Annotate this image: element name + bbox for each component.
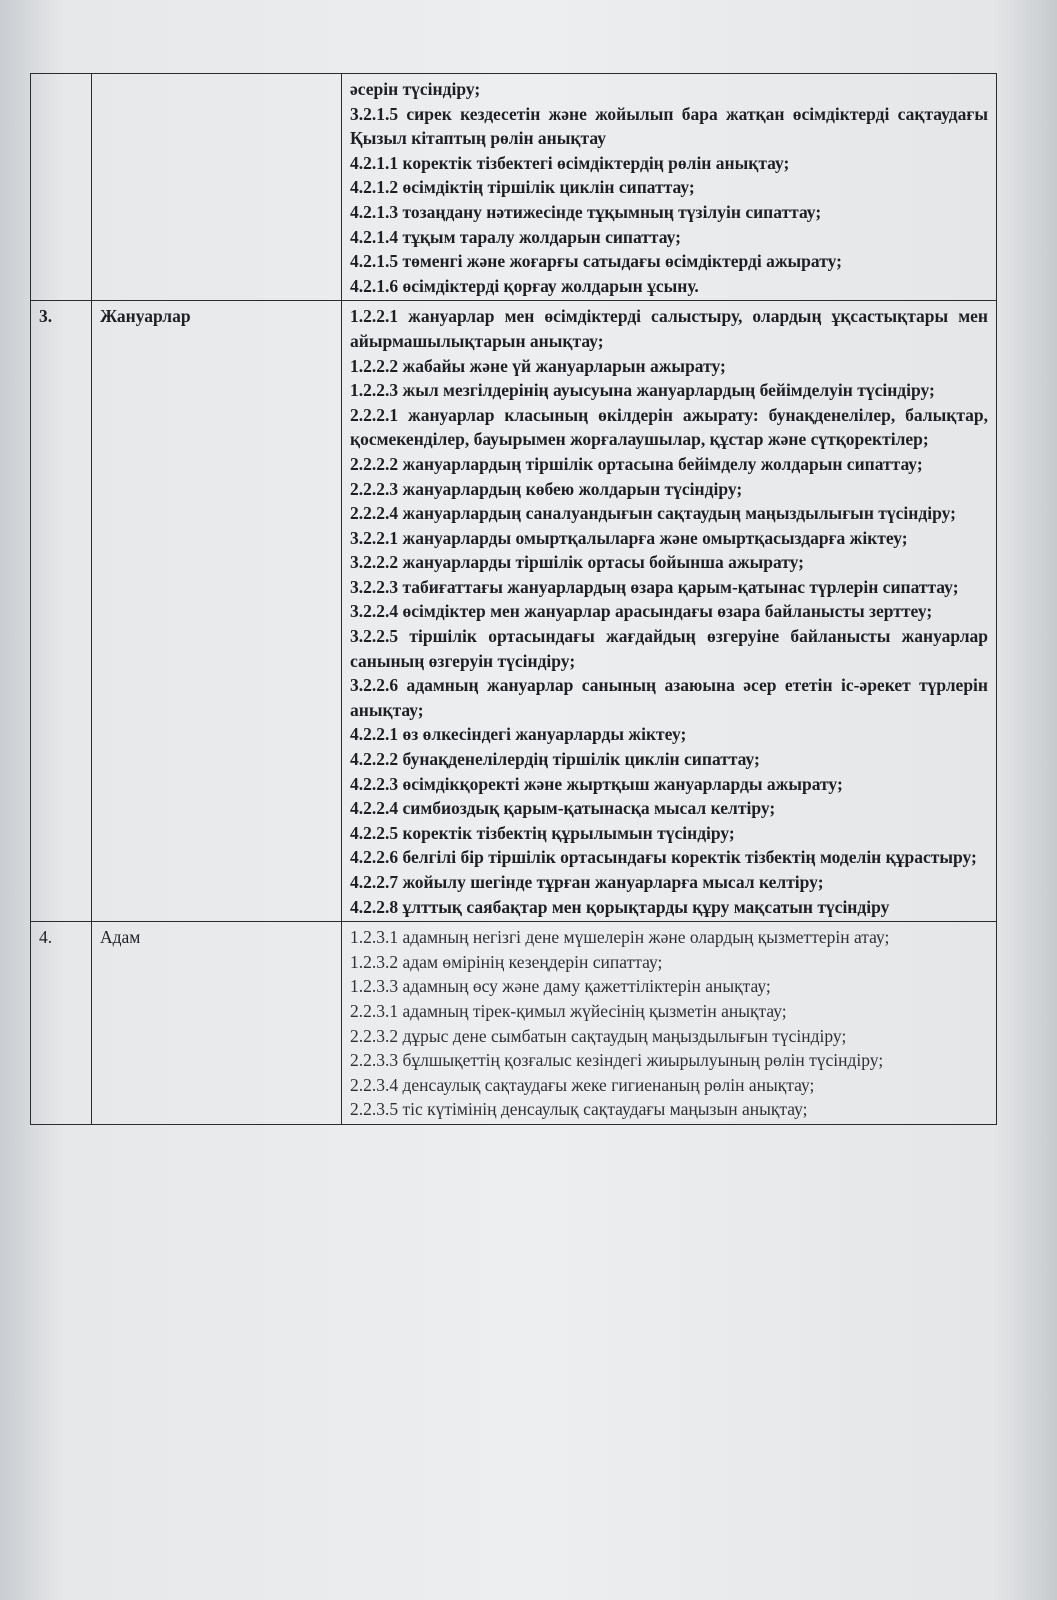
learning-objectives-cell [342, 74, 997, 301]
learning-objective: 2.2.2.2 жануарлардың тіршілік ортасына бейімделу жолдарын сипаттау; [350, 453, 923, 474]
curriculum-table [30, 73, 997, 1125]
learning-objective: 4.2.1.1 коректік тізбектегі өсімдіктердің рөлін анықтау; [350, 152, 790, 173]
topic-cell [92, 301, 342, 922]
learning-objective: 4.2.2.7 жойылу шегінде тұрған жануарларға мысал келтіру; [350, 872, 824, 892]
learning-objective: 1.2.3.3 адамның өсу және даму қажеттіліктерін анықтау; [350, 976, 771, 997]
learning-objective: 4.2.2.3 өсімдікқоректі және жыртқыш жануарларды ажырату; [350, 773, 843, 794]
row-number-cell [31, 922, 92, 1125]
row-number-cell [31, 301, 92, 922]
learning-objective: 3.2.2.3 табиғаттағы жануарлардың өзара қарым-қатынас түрлерін сипаттау; [350, 576, 959, 597]
learning-objective: 4.2.2.2 бунақденелілердің тіршілік циклін сипаттау; [350, 749, 760, 770]
row-number-cell [31, 74, 92, 301]
learning-objective: 4.2.2.6 белгілі бір тіршілік ортасындағы коректік тізбектің моделін құрастыру; [350, 847, 977, 868]
learning-objective: 4.2.1.6 өсімдіктерді қорғау жолдарын ұсыну. [350, 275, 699, 296]
learning-objective: әсерін түсіндіру; [350, 79, 481, 99]
learning-objective: 4.2.2.5 коректік тізбектің құрылымын түсіндіру; [350, 822, 735, 843]
learning-objective: 4.2.2.8 ұлттық саябақтар мен қорықтарды құру мақсатын түсіндіру [350, 896, 890, 917]
learning-objective: 3.2.2.5 тіршілік ортасындағы жағдайдың өзгеруіне байланысты жануарлар санының өзгеруін түсіндіру; [350, 626, 988, 671]
learning-objective: 1.2.2.1 жануарлар мен өсімдіктерді салыстыру, олардың ұқсастықтары мен айырмашылықтарын анықтау; [350, 306, 988, 351]
learning-objective: 2.2.3.3 бұлшықеттің қозғалыс кезіндегі жиырылуының рөлін түсіндіру; [350, 1050, 884, 1071]
topic-title: Адам [100, 927, 141, 948]
learning-objective: 4.2.1.2 өсімдіктің тіршілік циклін сипаттау; [350, 177, 695, 198]
learning-objective: 2.2.3.5 тіс күтімінің денсаулық сақтаудағы маңызын анықтау; [350, 1099, 808, 1120]
table-row [31, 74, 997, 301]
learning-objective: 3.2.1.5 сирек кездесетін және жойылып бара жатқан өсімдіктерді сақтаудағы Қызыл кітаптың рөлін анықтау [350, 103, 988, 149]
learning-objective: 1.2.3.2 адам өмірінің кезеңдерін сипаттау; [350, 951, 663, 972]
row-number: 3. [39, 306, 53, 327]
learning-objective: 4.2.2.1 өз өлкесіндегі жануарларды жіктеу; [350, 724, 687, 745]
learning-objective: 2.2.3.2 дұрыс дене сымбатын сақтаудың маңыздылығын түсіндіру; [350, 1025, 847, 1046]
table-row [31, 301, 997, 922]
topic-title: Жануарлар [100, 306, 191, 327]
table-row [31, 922, 997, 1125]
learning-objective: 1.2.2.2 жабайы және үй жануарларын ажырату; [350, 355, 726, 376]
learning-objective: 4.2.1.5 төменгі және жоғарғы сатыдағы өсімдіктерді ажырату; [350, 251, 842, 272]
topic-cell [92, 74, 342, 301]
learning-objectives-cell [342, 922, 997, 1125]
learning-objective: 2.2.2.1 жануарлар класының өкілдерін ажырату: бунақденелілер, балықтар, қосмекенділер, бауырымен жорғалаушылар, құстар және сүтқоректілер; [350, 404, 988, 450]
learning-objective: 3.2.2.2 жануарларды тіршілік ортасы бойынша ажырату; [350, 552, 804, 573]
learning-objective: 1.2.2.3 жыл мезгілдерінің ауысуына жануарлардың бейімделуін түсіндіру; [350, 380, 935, 401]
row-number: 4. [39, 927, 53, 948]
learning-objective: 4.2.1.4 тұқым таралу жолдарын сипаттау; [350, 226, 681, 247]
learning-objective: 2.2.3.4 денсаулық сақтаудағы жеке гигиенаның рөлін анықтау; [350, 1074, 815, 1095]
learning-objective: 2.2.2.3 жануарлардың көбею жолдарын түсіндіру; [350, 478, 743, 499]
learning-objective: 2.2.2.4 жануарлардың саналуандығын сақтаудың маңыздылығын түсіндіру; [350, 503, 956, 524]
learning-objective: 4.2.1.3 тозаңдану нәтижесінде тұқымның түзілуін сипаттау; [350, 201, 822, 222]
learning-objective: 1.2.3.1 адамның негізгі дене мүшелерін және олардың қызметтерін атау; [350, 927, 890, 948]
learning-objective: 3.2.2.6 адамның жануарлар санының азаюына әсер ететін іс-әрекет түрлерін анықтау; [350, 675, 988, 720]
learning-objective: 3.2.2.1 жануарларды омыртқалыларға және омыртқасыздарға жіктеу; [350, 527, 908, 548]
learning-objective: 3.2.2.4 өсімдіктер мен жануарлар арасындағы өзара байланысты зерттеу; [350, 601, 933, 622]
topic-cell [92, 922, 342, 1125]
table-body [31, 74, 997, 1125]
learning-objective: 4.2.2.4 симбиоздық қарым-қатынасқа мысал келтіру; [350, 798, 776, 819]
learning-objectives-cell [342, 301, 997, 922]
learning-objective: 2.2.3.1 адамның тірек-қимыл жүйесінің қызметін анықтау; [350, 1000, 787, 1021]
